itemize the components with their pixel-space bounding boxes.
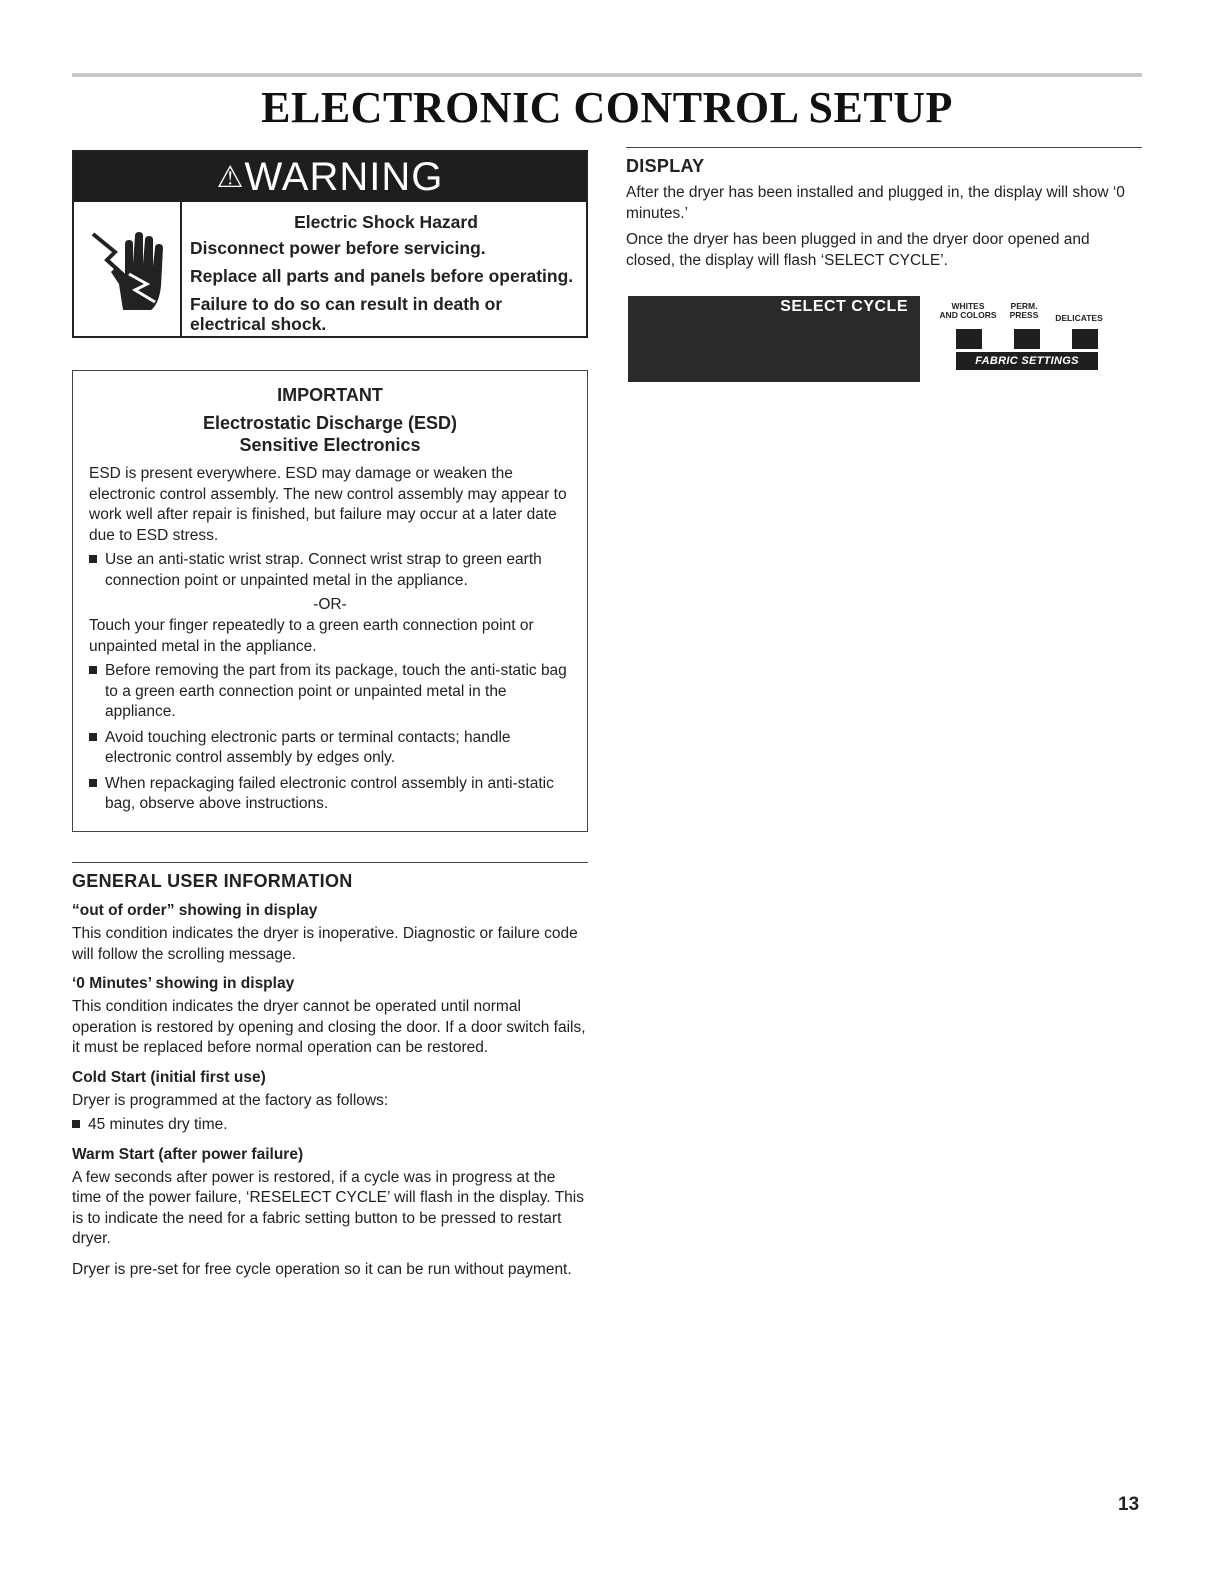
warning-triangle-icon: ⚠	[216, 161, 245, 194]
display-readout: SELECT CYCLE	[780, 298, 908, 315]
perm-press-button[interactable]	[1014, 329, 1040, 349]
perm-label-line: PRESS	[1009, 310, 1039, 320]
list-item	[89, 550, 571, 591]
bullet-icon	[89, 733, 97, 741]
display-text: Once the dryer has been plugged in and the dryer door opened and closed, the display will flash ‘SELECT CYCLE’.	[626, 231, 1090, 269]
section-rule	[626, 147, 1142, 148]
list-item-text: Before removing the part from its package, touch the anti-static bag to a green earth connection point or unpainted metal in the appliance.	[105, 662, 567, 720]
whites-label	[936, 302, 1000, 320]
warning-label: WARNING	[244, 155, 444, 199]
display-text: After the dryer has been installed and plugged in, the display will show ‘0 minutes.’	[626, 184, 1125, 222]
whites-button[interactable]	[956, 329, 982, 349]
esd-subtitle: Sensitive Electronics	[239, 435, 421, 455]
zero-minutes-text: This condition indicates the dryer cannot be operated until normal operation is restored by opening and closing the door. If a door switch fails, it must be replaced before normal operation can be restored.	[72, 998, 586, 1056]
list-item	[89, 774, 571, 815]
electric-shock-hand-icon	[85, 214, 169, 324]
hazard-title: Electric Shock Hazard	[294, 212, 478, 232]
important-subheading	[89, 412, 571, 456]
esd-title: Electrostatic Discharge (ESD)	[202, 413, 458, 433]
whites-label-line: WHITES	[951, 301, 985, 311]
warning-failure: Failure to do so can result in death or electrical shock.	[190, 294, 503, 334]
warning-box	[72, 150, 588, 338]
list-item	[89, 661, 571, 723]
bullet-icon	[89, 779, 97, 787]
esd-touch: Touch your finger repeatedly to a green earth connection point or unpainted metal in the appliance.	[89, 617, 534, 655]
cold-start-text: Dryer is programmed at the factory as follows:	[72, 1091, 389, 1109]
top-rule	[72, 73, 1142, 77]
warning-header	[74, 152, 586, 202]
list-item-text: Use an anti-static wrist strap. Connect wrist strap to green earth connection point or unpainted metal in the appliance.	[105, 551, 542, 589]
list-item-text: When repackaging failed electronic control assembly in anti-static bag, observe above instructions.	[105, 774, 554, 812]
page-number: 13	[1118, 1494, 1140, 1515]
list-item	[89, 728, 571, 769]
bullet-icon	[89, 666, 97, 674]
delicates-label: DELICATES	[1055, 313, 1103, 323]
out-of-order-text: This condition indicates the dryer is inoperative. Diagnostic or failure code will follow the scrolling message.	[72, 925, 578, 963]
display-section	[626, 147, 1142, 275]
warning-line: Replace all parts and panels before operating.	[190, 266, 574, 286]
bullet-icon	[89, 555, 97, 563]
cold-start-title: Cold Start (initial first use)	[72, 1068, 266, 1086]
section-rule	[72, 862, 588, 863]
out-of-order-title: “out of order” showing in display	[72, 902, 318, 919]
perm-press-label	[1004, 302, 1044, 320]
bullet-icon	[72, 1120, 80, 1128]
warm-start-title: Warm Start (after power failure)	[72, 1145, 304, 1163]
delicates-button[interactable]	[1072, 329, 1098, 349]
general-user-information	[72, 862, 588, 1284]
fabric-labels	[936, 302, 1106, 332]
warm-start-text: A few seconds after power is restored, if a cycle was in progress at the time of the power failure, ‘RESELECT CYCLE’ will flash in the display. This is to indicate the need for a fabric setting button to be pressed to restart dryer.	[72, 1168, 584, 1247]
display-heading: DISPLAY	[626, 156, 705, 176]
important-box	[72, 370, 588, 832]
esd-intro: ESD is present everywhere. ESD may damage or weaken the electronic control assembly. The new control assembly may appear to work well after repair is finished, but failure may occur at a later date due to ESD stress.	[89, 465, 567, 544]
whites-label-line: AND COLORS	[939, 310, 997, 320]
warning-body	[74, 202, 586, 336]
list-item-text: Avoid touching electronic parts or terminal contacts; handle electronic control assembly by edges only.	[105, 728, 511, 766]
warning-line: Disconnect power before servicing.	[190, 238, 486, 258]
page-title: ELECTRONIC CONTROL SETUP	[261, 83, 953, 132]
or-separator: -OR-	[313, 596, 347, 613]
important-heading: IMPORTANT	[277, 385, 383, 405]
perm-label-line: PERM.	[1010, 301, 1038, 311]
free-cycle-text: Dryer is pre-set for free cycle operation so it can be run without payment.	[72, 1260, 572, 1278]
list-item	[72, 1115, 588, 1136]
general-heading: GENERAL USER INFORMATION	[72, 871, 353, 891]
zero-minutes-title: ‘0 Minutes’ showing in display	[72, 975, 295, 992]
list-item-text: 45 minutes dry time.	[88, 1116, 228, 1133]
fabric-settings-bar: FABRIC SETTINGS	[956, 352, 1098, 370]
hazard-icon-cell	[74, 202, 182, 336]
warning-text	[190, 210, 582, 338]
display-panel	[628, 296, 920, 382]
